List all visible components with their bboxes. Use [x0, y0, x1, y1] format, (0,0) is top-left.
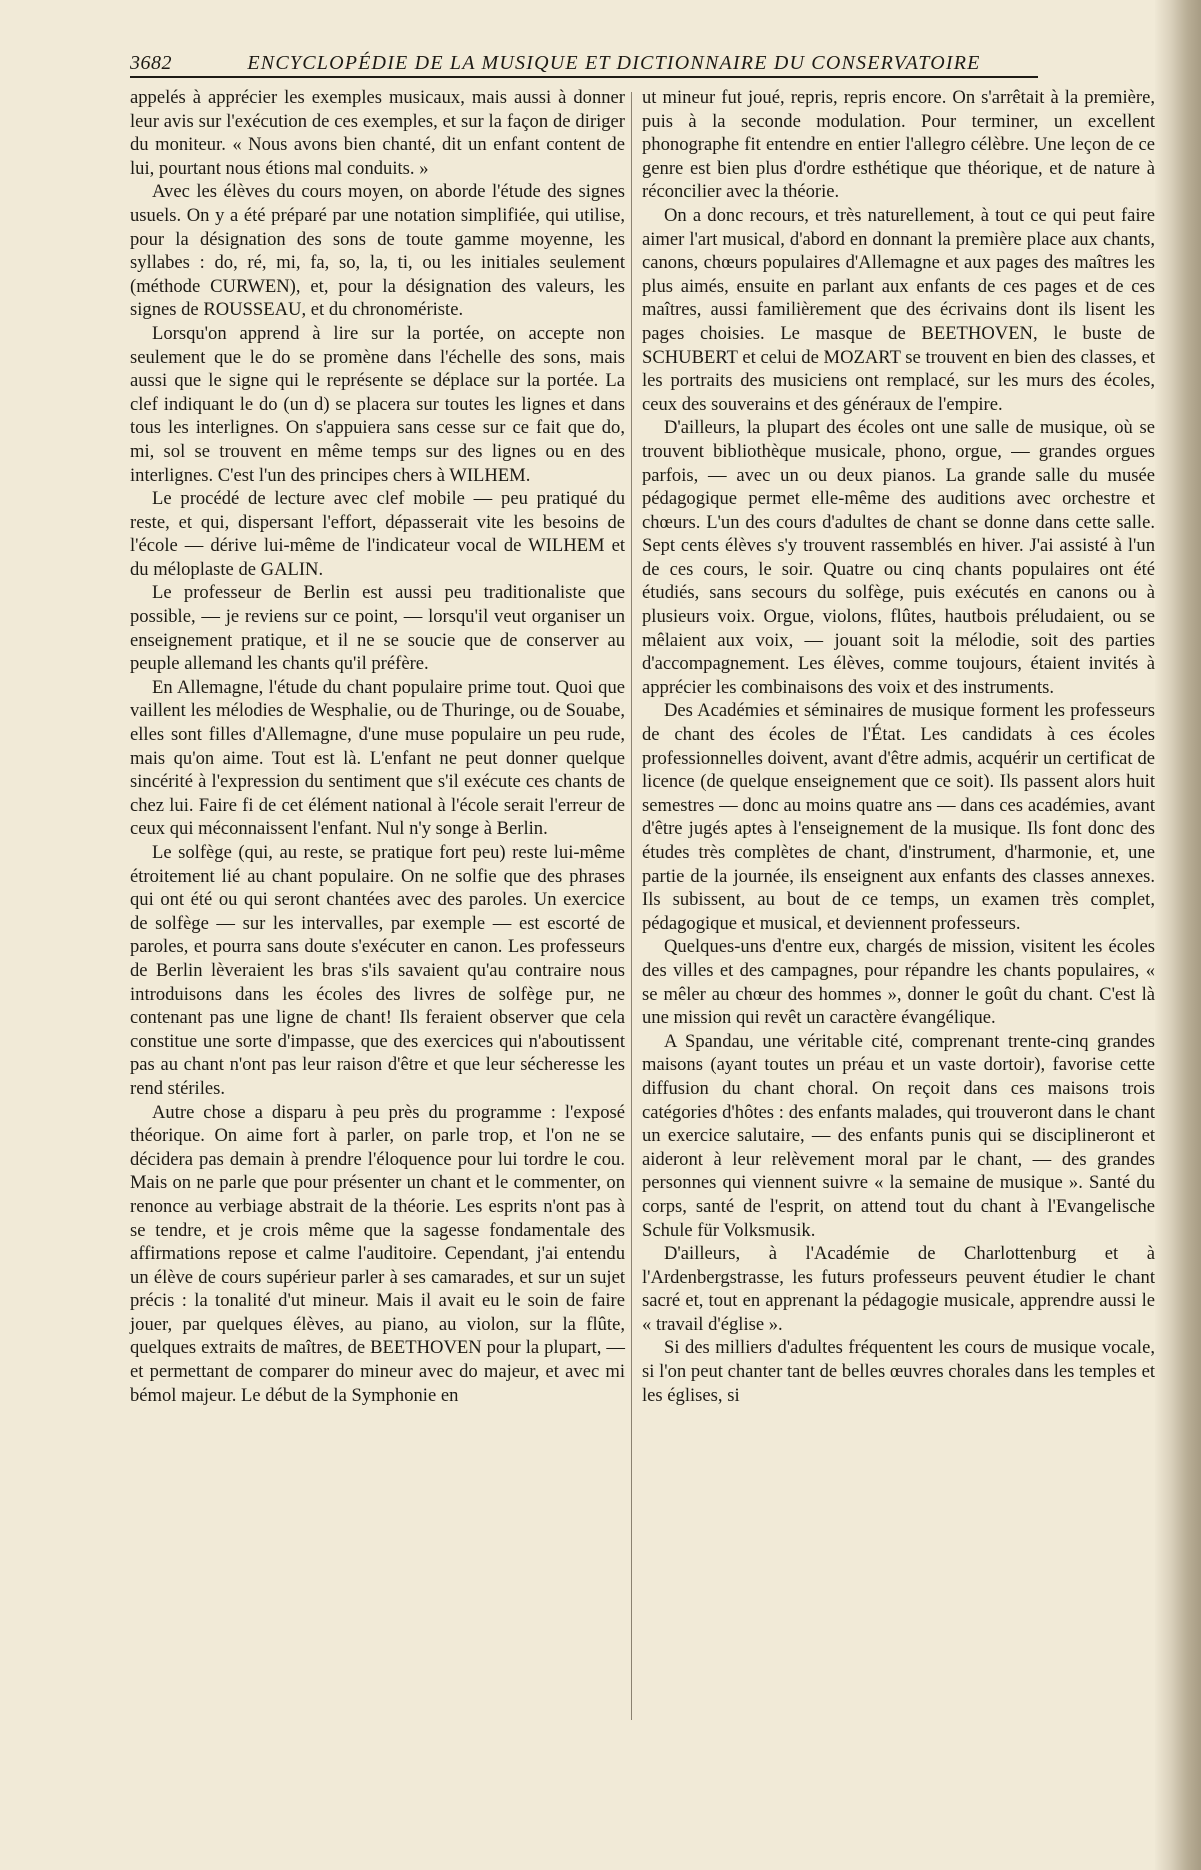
paragraph: On a donc recours, et très naturellement, à tout ce qui peut faire aimer l'art musical, d'abord en donnant la première place aux chants, canons, chœurs populaires d'Allemagne et aux pages des maîtres les plus aimés, ensuite en parlant aux enfants de ces pages et de ces maîtres, aussi familièrement que des écrivains dont ils lisent les pages choisies. Le masque de BEETHOVEN, le buste de SCHUBERT et celui de MOZART se trouvent en bien des classes, et les portraits des musiciens ont remplacé, sur les murs des écoles, ceux des souverains et des généraux de l'empire.: [642, 204, 1155, 415]
paragraph: ut mineur fut joué, repris, repris encore. On s'arrêtait à la première, puis à la seconde modulation. Pour terminer, un excellent phonographe fit entendre en entier l'allegro célèbre. Une leçon de ce genre est bien plus d'ordre esthétique que théorique, et de nature à réconcilier avec la théorie.: [642, 87, 1155, 203]
paragraph: D'ailleurs, la plupart des écoles ont une salle de musique, où se trouvent bibliothèque musicale, phono, orgue, — grandes orgues parfois, — avec un ou deux pianos. La grande salle du musée pédagogique permet elle-même des auditions avec orchestre et chœurs. L'un des cours d'adultes de chant se donne dans cette salle. Sept cents élèves s'y trouvent rassemblés en hiver. J'ai assisté à l'un de ces cours, le soir. Quatre ou cinq chants populaires ont été étudiés, sans secours du solfège, puis exécutés en canons ou à plusieurs voix. Orgue, violons, flûtes, hautbois préludaient, ou se mêlaient aux voix, — jouant soit la mélodie, soit des parties d'accompagnement. Les élèves, comme toujours, étaient invités à apprécier les combinaisons des voix et des instruments.: [642, 417, 1155, 698]
paragraph: Autre chose a disparu à peu près du programme : l'exposé théorique. On aime fort à parler, on parle trop, et l'on ne se décidera pas demain à prendre l'éloquence pour lui tordre le cou. Mais on ne parle que pour présenter un chant et le commenter, on renonce au verbiage abstrait de la théorie. Les esprits n'ont pas à se tendre, et je crois même que la sagesse fondamentale des affirmations repose et calme l'auditoire. Cependant, j'ai entendu un élève de cours supérieur parler à ses camarades, et sur un sujet précis : la tonalité d'ut mineur. Mais il avait eu le soin de faire jouer, par quelques élèves, au piano, au violon, sur la flûte, quelques extraits de maîtres, de BEETHOVEN pour la plupart, — et permettant de comparer do mineur avec do majeur, et avec mi bémol majeur. Le début de la Symphonie en: [130, 1101, 625, 1406]
right-column: [642, 86, 1155, 1407]
paragraph: Avec les élèves du cours moyen, on aborde l'étude des signes usuels. On y a été préparé par une notation simplifiée, qui utilise, pour la désignation des sons de toute gamme moyenne, les syllabes : do, ré, mi, fa, so, la, ti, ou les initiales seulement (méthode CURWEN), et, pour la désignation des valeurs, les signes de ROUSSEAU, et du chronomériste.: [130, 181, 625, 321]
left-column: [130, 86, 625, 1407]
page-number: 3682: [130, 52, 172, 74]
paragraph: Si des milliers d'adultes fréquentent les cours de musique vocale, si l'on peut chanter tant de belles œuvres chorales dans les temples et les églises, si: [642, 1337, 1155, 1406]
paragraph: Le solfège (qui, au reste, se pratique fort peu) reste lui-même étroitement lié au chant populaire. On ne solfie que des phrases qui ont été ou qui seront chantées avec des paroles. Un exercice de solfège — sur les intervalles, par exemple — est escorté de paroles, et pourra sans doute s'exécuter en canon. Les professeurs de Berlin lèveraient les bras s'ils savaient qu'au contraire nous introduisons dans les écoles des livres de solfège pur, ne contenant pas une ligne de chant! Ils feraient observer que cela constitue une sorte d'impasse, que des exercices qui n'aboutissent pas au chant n'ont pas leur raison d'être et que leur sécheresse les rend stériles.: [130, 842, 625, 1099]
scan-edge-shadow: [1155, 0, 1201, 1870]
paragraph: Quelques-uns d'entre eux, chargés de mission, visitent les écoles des villes et des campagnes, pour répandre les chants populaires, « se mêler au chœur des hommes », donner le goût du chant. C'est là une mission qui revêt un caractère évangélique.: [642, 936, 1155, 1029]
paragraph: appelés à apprécier les exemples musicaux, mais aussi à donner leur avis sur l'exécution de ces exemples, et sur la façon de diriger du moniteur. « Nous avons bien chanté, dit un enfant content de lui, pourtant nous étions mal conduits. »: [130, 87, 625, 179]
column-divider: [631, 92, 632, 1720]
paragraph: En Allemagne, l'étude du chant populaire prime tout. Quoi que vaillent les mélodies de Wesphalie, ou de Thuringe, ou de Souabe, elles sont filles d'Allemagne, d'une muse populaire un peu rude, mais qu'on aime. Tout est là. L'enfant ne peut donner quelque sincérité à l'expression du sentiment que s'il exécute ces chants de chez lui. Faire fi de cet élément national à l'école serait l'erreur de ceux qui méconnaissent l'enfant. Nul n'y songe à Berlin.: [130, 676, 625, 840]
paragraph: Le professeur de Berlin est aussi peu traditionaliste que possible, — je reviens sur ce point, — lorsqu'il veut organiser un enseignement pratique, et il ne se soucie que de conserver au peuple allemand les chants qu'il préfère.: [130, 582, 625, 675]
page-header: [130, 50, 1038, 78]
paragraph: Des Académies et séminaires de musique forment les professeurs de chant des écoles de l'État. Les candidats à ces écoles professionnelles doivent, avant d'être admis, acquérir un certificat de licence (de quelque enseignement que ce soit). Ils passent alors huit semestres — donc au moins quatre ans — dans ces académies, avant d'être jugés aptes à l'enseignement de la musique. Ils font donc des études très complètes de chant, d'instrument, d'harmonie, et, une partie de la journée, ils enseignent aux enfants des classes annexes. Ils subissent, au bout de ce temps, un examen très complet, pédagogique et musical, et deviennent professeurs.: [642, 700, 1155, 934]
paragraph: A Spandau, une véritable cité, comprenant trente-cinq grandes maisons (ayant toutes un préau et un vaste dortoir), favorise cette diffusion du chant choral. On reçoit dans ces maisons trois catégories d'hôtes : des enfants malades, qui trouveront dans le chant un exercice salutaire, — des enfants punis qui se disciplineront et aideront à leur relèvement moral par le chant, — des grandes personnes qui viennent suivre « la semaine de musique ». Santé du corps, santé de l'esprit, on attend tout du chant à l'Evangelische Schule für Volksmusik.: [642, 1030, 1155, 1241]
paragraph: D'ailleurs, à l'Académie de Charlottenburg et à l'Ardenbergstrasse, les futurs professeurs peuvent étudier le chant sacré et, tout en apprenant la pédagogie musicale, apprendre aussi le « travail d'église ».: [642, 1243, 1155, 1335]
paragraph: Le procédé de lecture avec clef mobile — peu pratiqué du reste, et qui, dispersant l'effort, dépasserait vite les besoins de l'école — dérive lui-même de l'indicateur vocal de WILHEM et du méloplaste de GALIN.: [130, 488, 625, 580]
running-title: ENCYCLOPÉDIE DE LA MUSIQUE ET DICTIONNAIRE DU CONSERVATOIRE: [247, 52, 981, 74]
paragraph: Lorsqu'on apprend à lire sur la portée, on accepte non seulement que le do se promène dans l'échelle des sons, mais aussi que le signe qui le représente se déplace sur la portée. La clef indiquant le do (un d) se placera sur toutes les lignes et dans tous les interlignes. On s'appuiera sans cesse sur ce fait que do, mi, sol se trouvent en même temps sur des lignes ou en des interlignes. C'est l'un des principes chers à WILHEM.: [130, 322, 625, 486]
